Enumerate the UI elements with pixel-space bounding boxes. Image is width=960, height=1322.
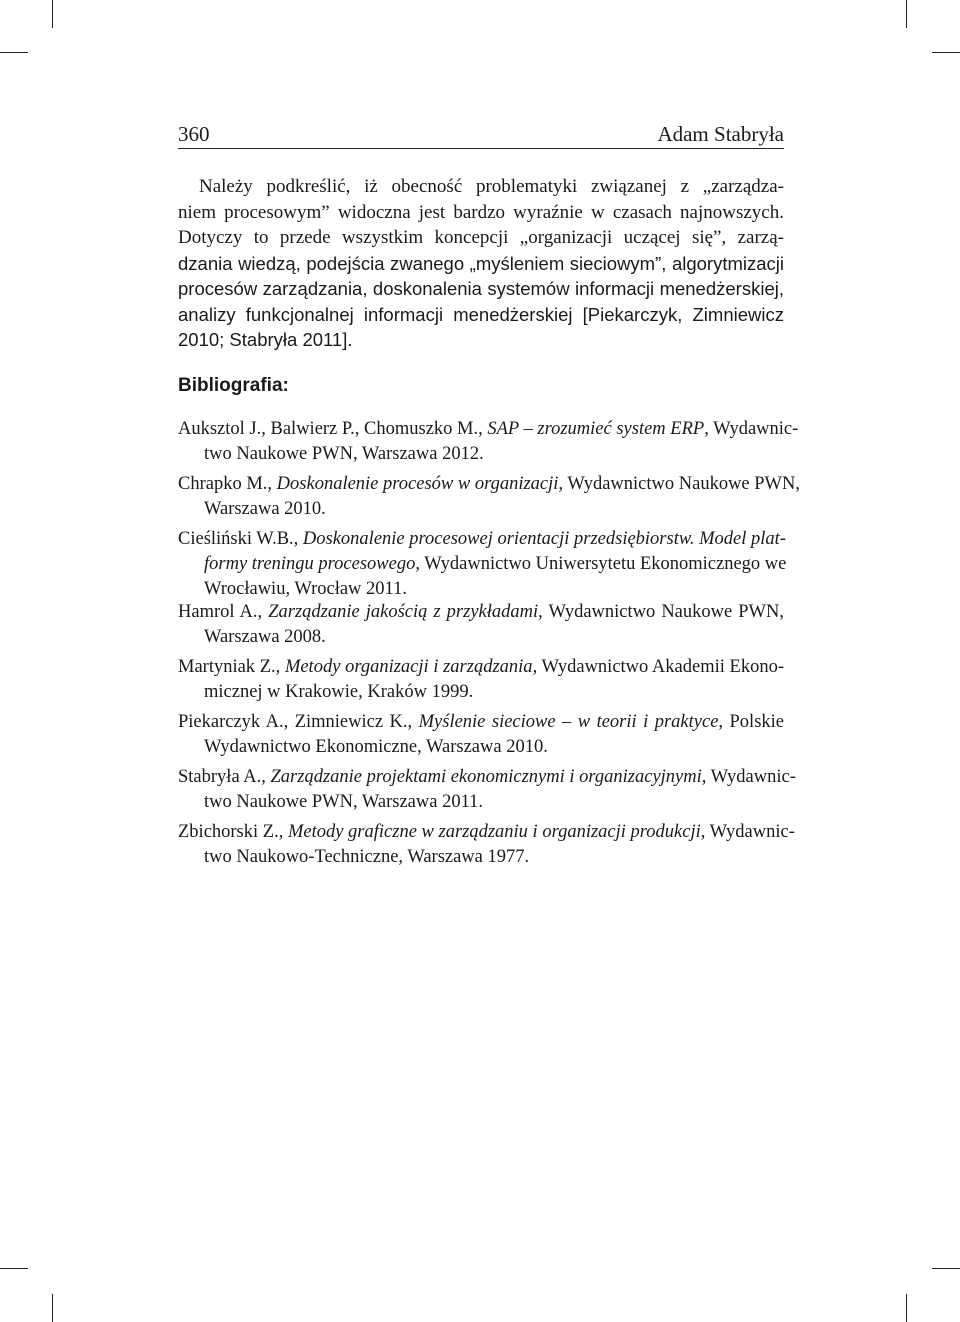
running-header <box>178 122 784 149</box>
bibliography-entry: Cieśliński W.B., Doskonalenie procesowej orientacji przedsiębiorstw. Model plat- formy treningu procesowego, Wydawnictwo Uniwersytetu Ekonomicznego we Wrocławiu, Wrocław 2011. <box>178 529 787 599</box>
bibliography-heading: Bibliografia: <box>178 375 289 396</box>
bibliography-entry: Chrapko M., Doskonalenie procesów w organizacji, Wydawnictwo Naukowe PWN, Warszawa 2010. <box>178 474 801 519</box>
bibliography-entry: Stabryła A., Zarządzanie projektami ekonomicznymi i organizacyjnymi, Wydawnic- two Naukowe PWN, Warszawa 2011. <box>178 767 796 812</box>
paragraph-line: procesów zarządzania, doskonalenia systemów informacji menedżerskiej, <box>178 278 784 299</box>
crop-mark-top-left <box>52 0 53 28</box>
crop-mark-top-right <box>906 0 907 28</box>
page-number: 360 <box>178 122 210 146</box>
paragraph-line: analizy funkcjonalnej informacji menedżerskiej [Piekarczyk, Zimniewicz <box>178 303 784 325</box>
bibliography-entry: Martyniak Z., Metody organizacji i zarządzania, Wydawnictwo Akademii Ekono- micznej w Krakowie, Kraków 1999. <box>178 657 784 702</box>
bibliography-entry: Piekarczyk A., Zimniewicz K., Myślenie sieciowe – w teorii i praktyce, Polskie Wydawnictwo Ekonomiczne, Warszawa 2010. <box>178 712 784 757</box>
paragraph-line: Dotyczy to przede wszystkim koncepcji „organizacji uczącej się”, zarzą- <box>178 227 784 248</box>
running-author: Adam Stabryła <box>657 122 784 146</box>
paragraph-line: niem procesowym” widoczna jest bardzo wyraźnie w czasach najnowszych. <box>178 201 784 223</box>
bibliography-entry: Auksztol J., Balwierz P., Chomuszko M., SAP – zrozumieć system ERP, Wydawnic- two Naukowe PWN, Warszawa 2012. <box>178 419 799 464</box>
crop-mark-bottom-left <box>52 1294 53 1322</box>
paragraph-line: dzania wiedzą, podejścia zwanego „myśleniem sieciowym”, algorytmizacji <box>178 252 784 274</box>
crop-mark-right-bottom <box>932 1268 960 1269</box>
paragraph-line: Należy podkreślić, iż obecność problematyki związanej z „zarządza- <box>199 176 784 197</box>
bibliography-entry: Zbichorski Z., Metody graficzne w zarządzaniu i organizacji produkcji, Wydawnic- two Naukowo-Techniczne, Warszawa 1977. <box>178 822 795 867</box>
crop-mark-left-top <box>0 52 28 53</box>
crop-mark-left-bottom <box>0 1268 28 1269</box>
paragraph-line: 2010; Stabryła 2011]. <box>178 329 353 350</box>
crop-mark-right-top <box>932 52 960 53</box>
body-paragraph <box>178 174 784 353</box>
crop-mark-bottom-right <box>906 1294 907 1322</box>
bibliography-entry: Hamrol A., Zarządzanie jakością z przykładami, Wydawnictwo Naukowe PWN, Warszawa 2008. <box>178 602 784 647</box>
